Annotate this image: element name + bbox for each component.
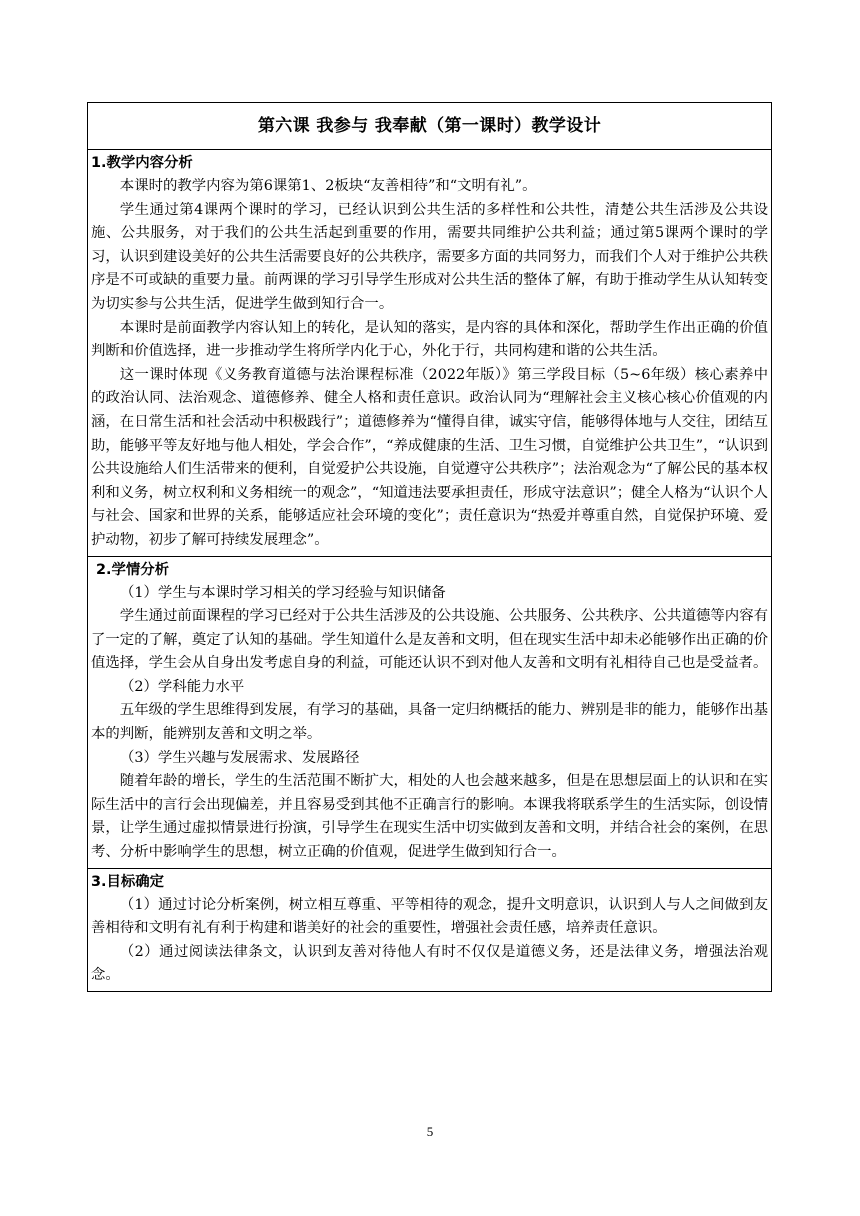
document-page xyxy=(87,102,772,992)
paragraph: （2）通过阅读法律条文，认识到友善对待他人有时不仅仅是道德义务，还是法律义务，增强法治观念。 xyxy=(91,943,768,984)
section-content-analysis xyxy=(88,150,772,557)
page-number: 5 xyxy=(426,1124,434,1139)
paragraph: 本课时的教学内容为第6课第1、2板块“友善相待”和“文明有礼”。 xyxy=(119,178,537,194)
section-learner-analysis xyxy=(88,556,772,868)
section-heading: 1.教学内容分析 xyxy=(91,155,193,171)
paragraph: （1）通过讨论分析案例，树立相互尊重、平等相待的观念，提升文明意识，认识到人与人之间做到友善相待和文明有礼有利于构建和谐美好的社会的重要性，增强社会责任感，培养责任意识。 xyxy=(91,896,768,937)
subheading: （1）学生与本课时学习相关的学习经验与知识储备 xyxy=(120,584,446,601)
document-title: 第六课 我参与 我奉献（第一课时）教学设计 xyxy=(257,116,602,136)
lesson-plan-table xyxy=(87,102,772,992)
paragraph: 五年级的学生思维得到发展，有学习的基础，具备一定归纳概括的能力、辨别是非的能力，能够作出基本的判断，能辨别友善和文明之举。 xyxy=(91,702,768,743)
paragraph: 这一课时体现《义务教育道德与法治课程标准（2022年版）》第三学段目标（5~6年级）核心素养中的政治认同、法治观念、道德修养、健全人格和责任意识。政治认同为“理解社会主义核心核心价值观的内涵，在日常生活和社会活动中积极践行”；道德修养为“懂得自律，诚实守信，能够得体地与人交往，团结互助，能够平等友好地与他人相处，学会合作”，“养成健康的生活、卫生习惯，自觉维护公共卫生”，“认识到公共设施给人们生活带来的便利，自觉爱护公共设施，自觉遵守公共秩序”；法治观念为“了解公民的基本权利和义务，树立权利和义务相统一的观念”，“知道违法要承担责任，形成守法意识”；健全人格为“认识个人与社会、国家和世界的关系，能够适应社会环境的变化”；责任意识为“热爱并尊重自然，自觉保护环境、爱护动物，初步了解可持续发展理念”。 xyxy=(91,366,769,548)
section-heading: 2.学情分析 xyxy=(96,561,170,578)
paragraph: 学生通过第4课两个课时的学习，已经认识到公共生活的多样性和公共性，清楚公共生活涉及公共设施、公共服务，对于我们的公共生活起到重要的作用，需要共同维护公共利益；通过第5课两个课时的学习，认识到建设美好的公共生活需要良好的公共秩序，需要多方面的共同努力，而我们个人对于维护公共秩序是不可或缺的重要力量。前两课的学习引导学生形成对公共生活的整体了解，有助于推动学生从认知转变为切实参与公共生活，促进学生做到知行合一。 xyxy=(91,201,768,312)
title-cell xyxy=(88,103,772,150)
paragraph: 本课时是前面教学内容认知上的转化，是认知的落实，是内容的具体和深化，帮助学生作出正确的价值判断和价值选择，进一步推动学生将所学内化于心，外化于行，共同构建和谐的公共生活。 xyxy=(91,319,768,360)
paragraph: 学生通过前面课程的学习已经对于公共生活涉及的公共设施、公共服务、公共秩序、公共道德等内容有了一定的了解，奠定了认知的基础。学生知道什么是友善和文明，但在现实生活中却未必能够作出正确的价值选择，学生会从自身出发考虑自身的利益，可能还认识不到对他人友善和文明有礼相待自己也是受益者。 xyxy=(91,608,768,672)
section-objectives xyxy=(88,868,772,991)
paragraph: 随着年龄的增长，学生的生活范围不断扩大，相处的人也会越来越多，但是在思想层面上的认识和在实际生活中的言行会出现偏差，并且容易受到其他不正确言行的影响。本课我将联系学生的生活实际，创设情景，让学生通过虚拟情景进行扮演，引导学生在现实生活中切实做到友善和文明，并结合社会的案例，在思考、分析中影响学生的思想，树立正确的价值观，促进学生做到知行合一。 xyxy=(91,773,768,861)
section-heading: 3.目标确定 xyxy=(91,873,165,890)
subheading: （3）学生兴趣与发展需求、发展路径 xyxy=(120,749,360,766)
subheading: （2）学科能力水平 xyxy=(120,678,245,695)
